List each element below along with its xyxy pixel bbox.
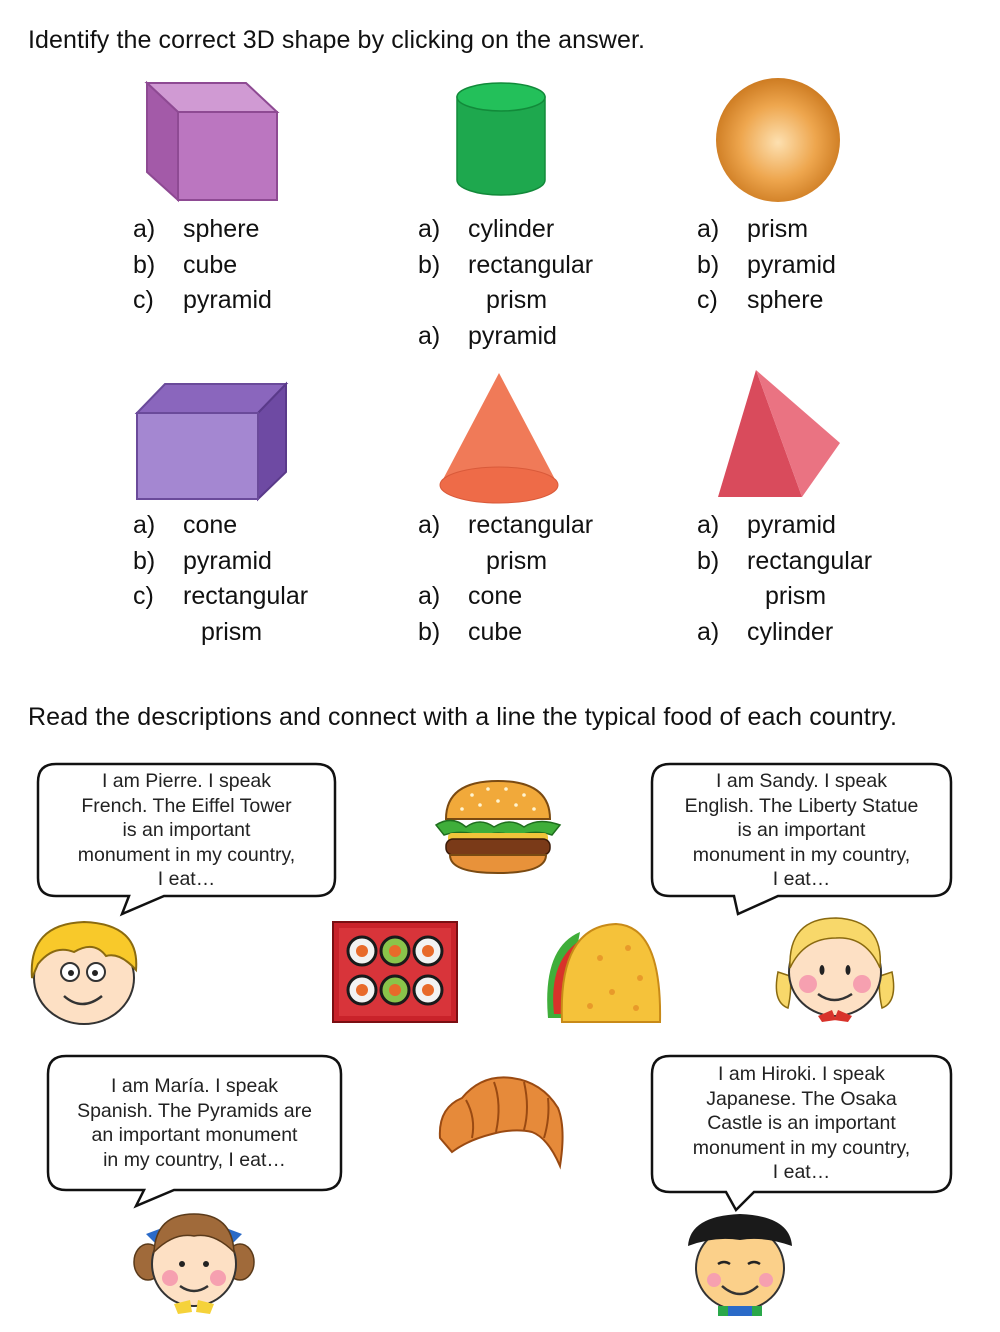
- hamburger-icon[interactable]: [432, 777, 564, 879]
- taco-icon[interactable]: [540, 918, 664, 1026]
- shapes-instruction: Identify the correct 3D shape by clicking on the answer.: [28, 26, 646, 54]
- rectangular-prism-icon: [134, 381, 290, 503]
- sphere-icon: [714, 76, 842, 204]
- boy-black-hair-icon: [684, 1210, 796, 1318]
- cube-icon: [144, 80, 280, 204]
- cylinder-icon: [454, 80, 548, 198]
- croissant-icon[interactable]: [432, 1068, 568, 1176]
- girl-blonde-icon: [770, 912, 900, 1024]
- cone-icon: [437, 370, 561, 506]
- boy-glasses-icon: [24, 916, 142, 1028]
- food-instruction: Read the descriptions and connect with a line the typical food of each country.: [28, 703, 898, 731]
- girl-pigtails-icon: [128, 1206, 260, 1316]
- sushi-icon[interactable]: [331, 918, 459, 1026]
- pyramid-icon: [716, 367, 844, 503]
